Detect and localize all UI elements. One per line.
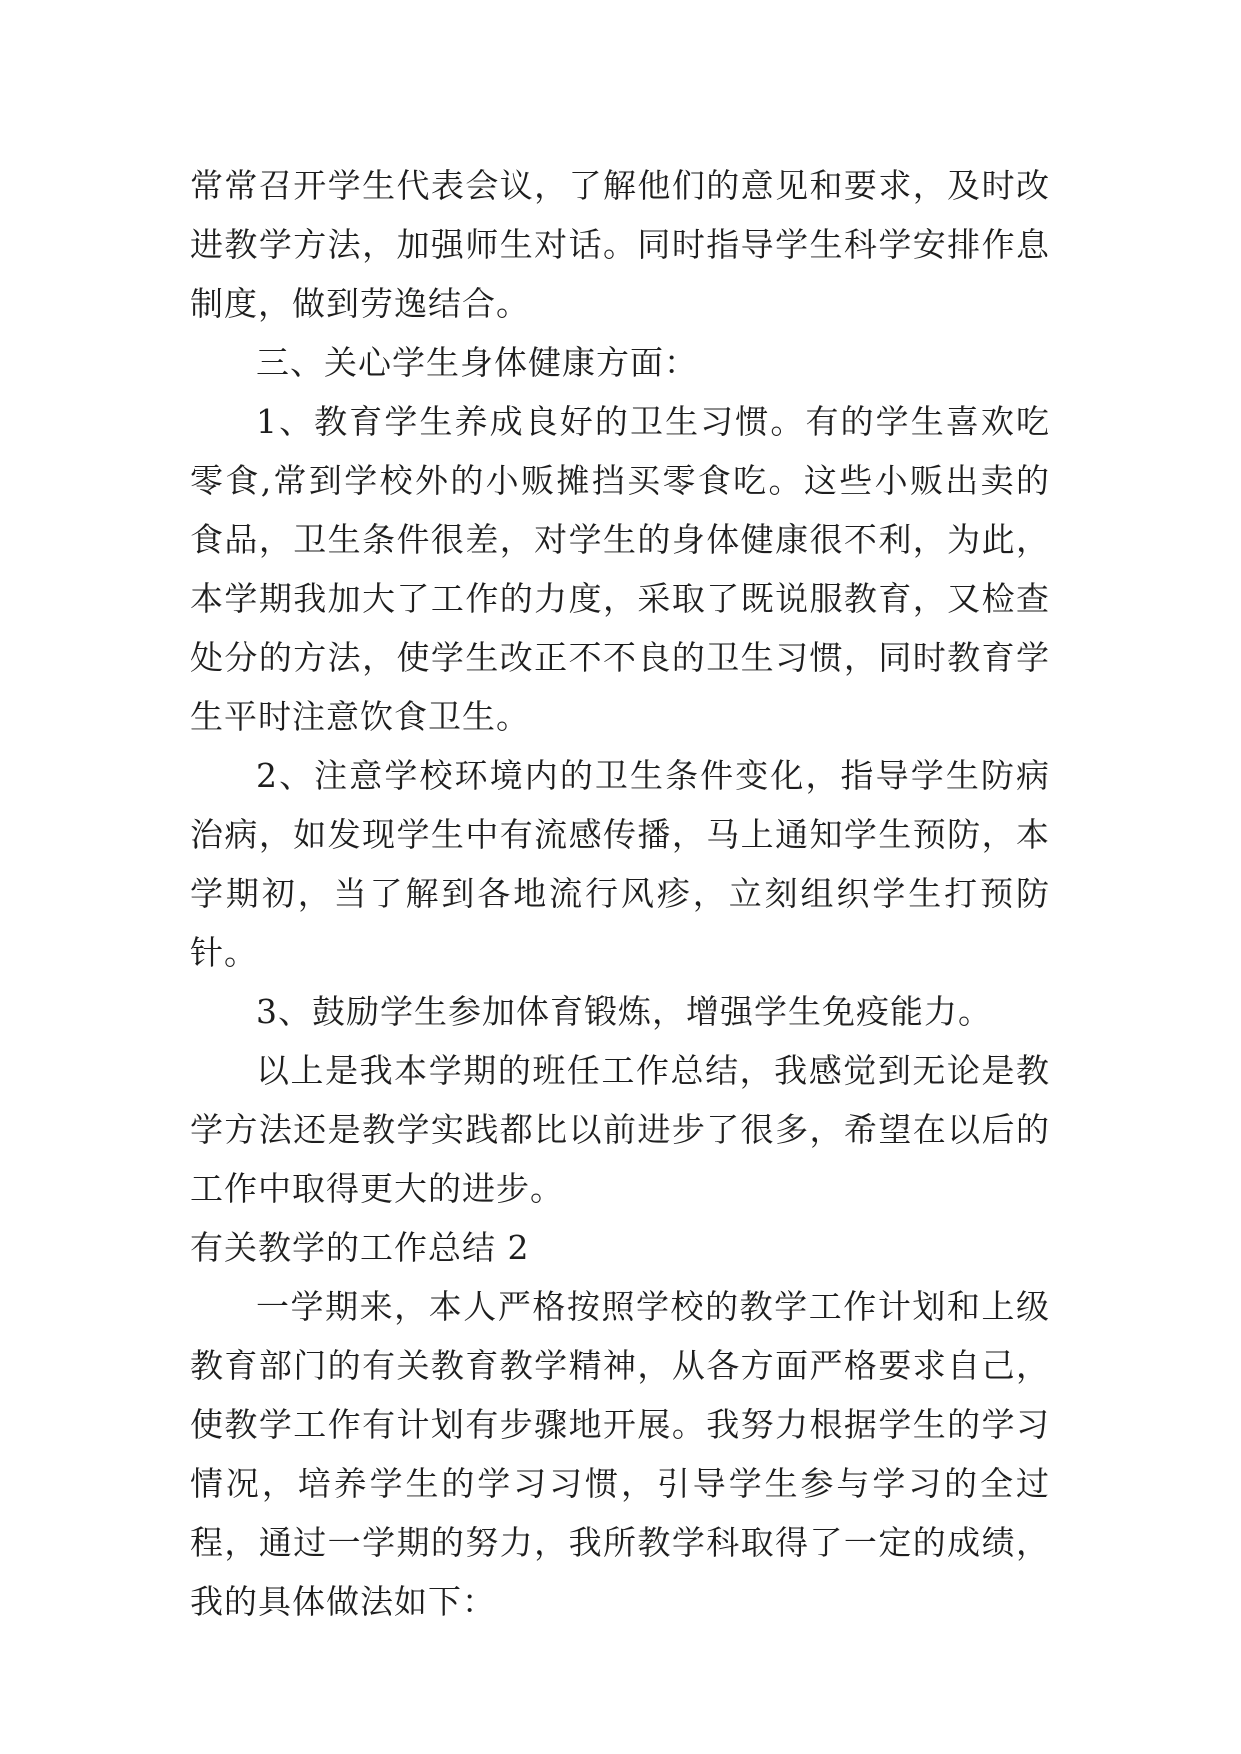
paragraph-item-2: 2、注意学校环境内的卫生条件变化，指导学生防病治病，如发现学生中有流感传播，马上通知学生预防，本学期初，当了解到各地流行风疹，立刻组织学生打预防针。 <box>190 756 1050 972</box>
paragraph-item-3: 3、鼓励学生参加体育锻炼，增强学生免疫能力。 <box>256 992 992 1031</box>
section-heading-health: 三、关心学生身体健康方面： <box>256 343 698 382</box>
document-body <box>190 156 1050 1631</box>
paragraph-intro: 一学期来，本人严格按照学校的教学工作计划和上级教育部门的有关教育教学精神，从各方面严格要求自己，使教学工作有计划有步骤地开展。我努力根据学生的学习情况，培养学生的学习习惯，引导学生参与学习的全过程，通过一学期的努力，我所教学科取得了一定的成绩，我的具体做法如下： <box>190 1287 1050 1621</box>
paragraph-item-1: 1、教育学生养成良好的卫生习惯。有的学生喜欢吃零食,常到学校外的小贩摊挡买零食吃。这些小贩出卖的食品，卫生条件很差，对学生的身体健康很不利，为此，本学期我加大了工作的力度，采取了既说服教育，又检查处分的方法，使学生改正不不良的卫生习惯，同时教育学生平时注意饮食卫生。 <box>190 402 1050 736</box>
paragraph-continued: 常常召开学生代表会议，了解他们的意见和要求，及时改进教学方法，加强师生对话。同时指导学生科学安排作息制度，做到劳逸结合。 <box>190 166 1050 323</box>
paragraph-summary: 以上是我本学期的班任工作总结，我感觉到无论是教学方法还是教学实践都比以前进步了很多，希望在以后的工作中取得更大的进步。 <box>190 1051 1050 1208</box>
article-title: 有关教学的工作总结 2 <box>190 1228 530 1267</box>
